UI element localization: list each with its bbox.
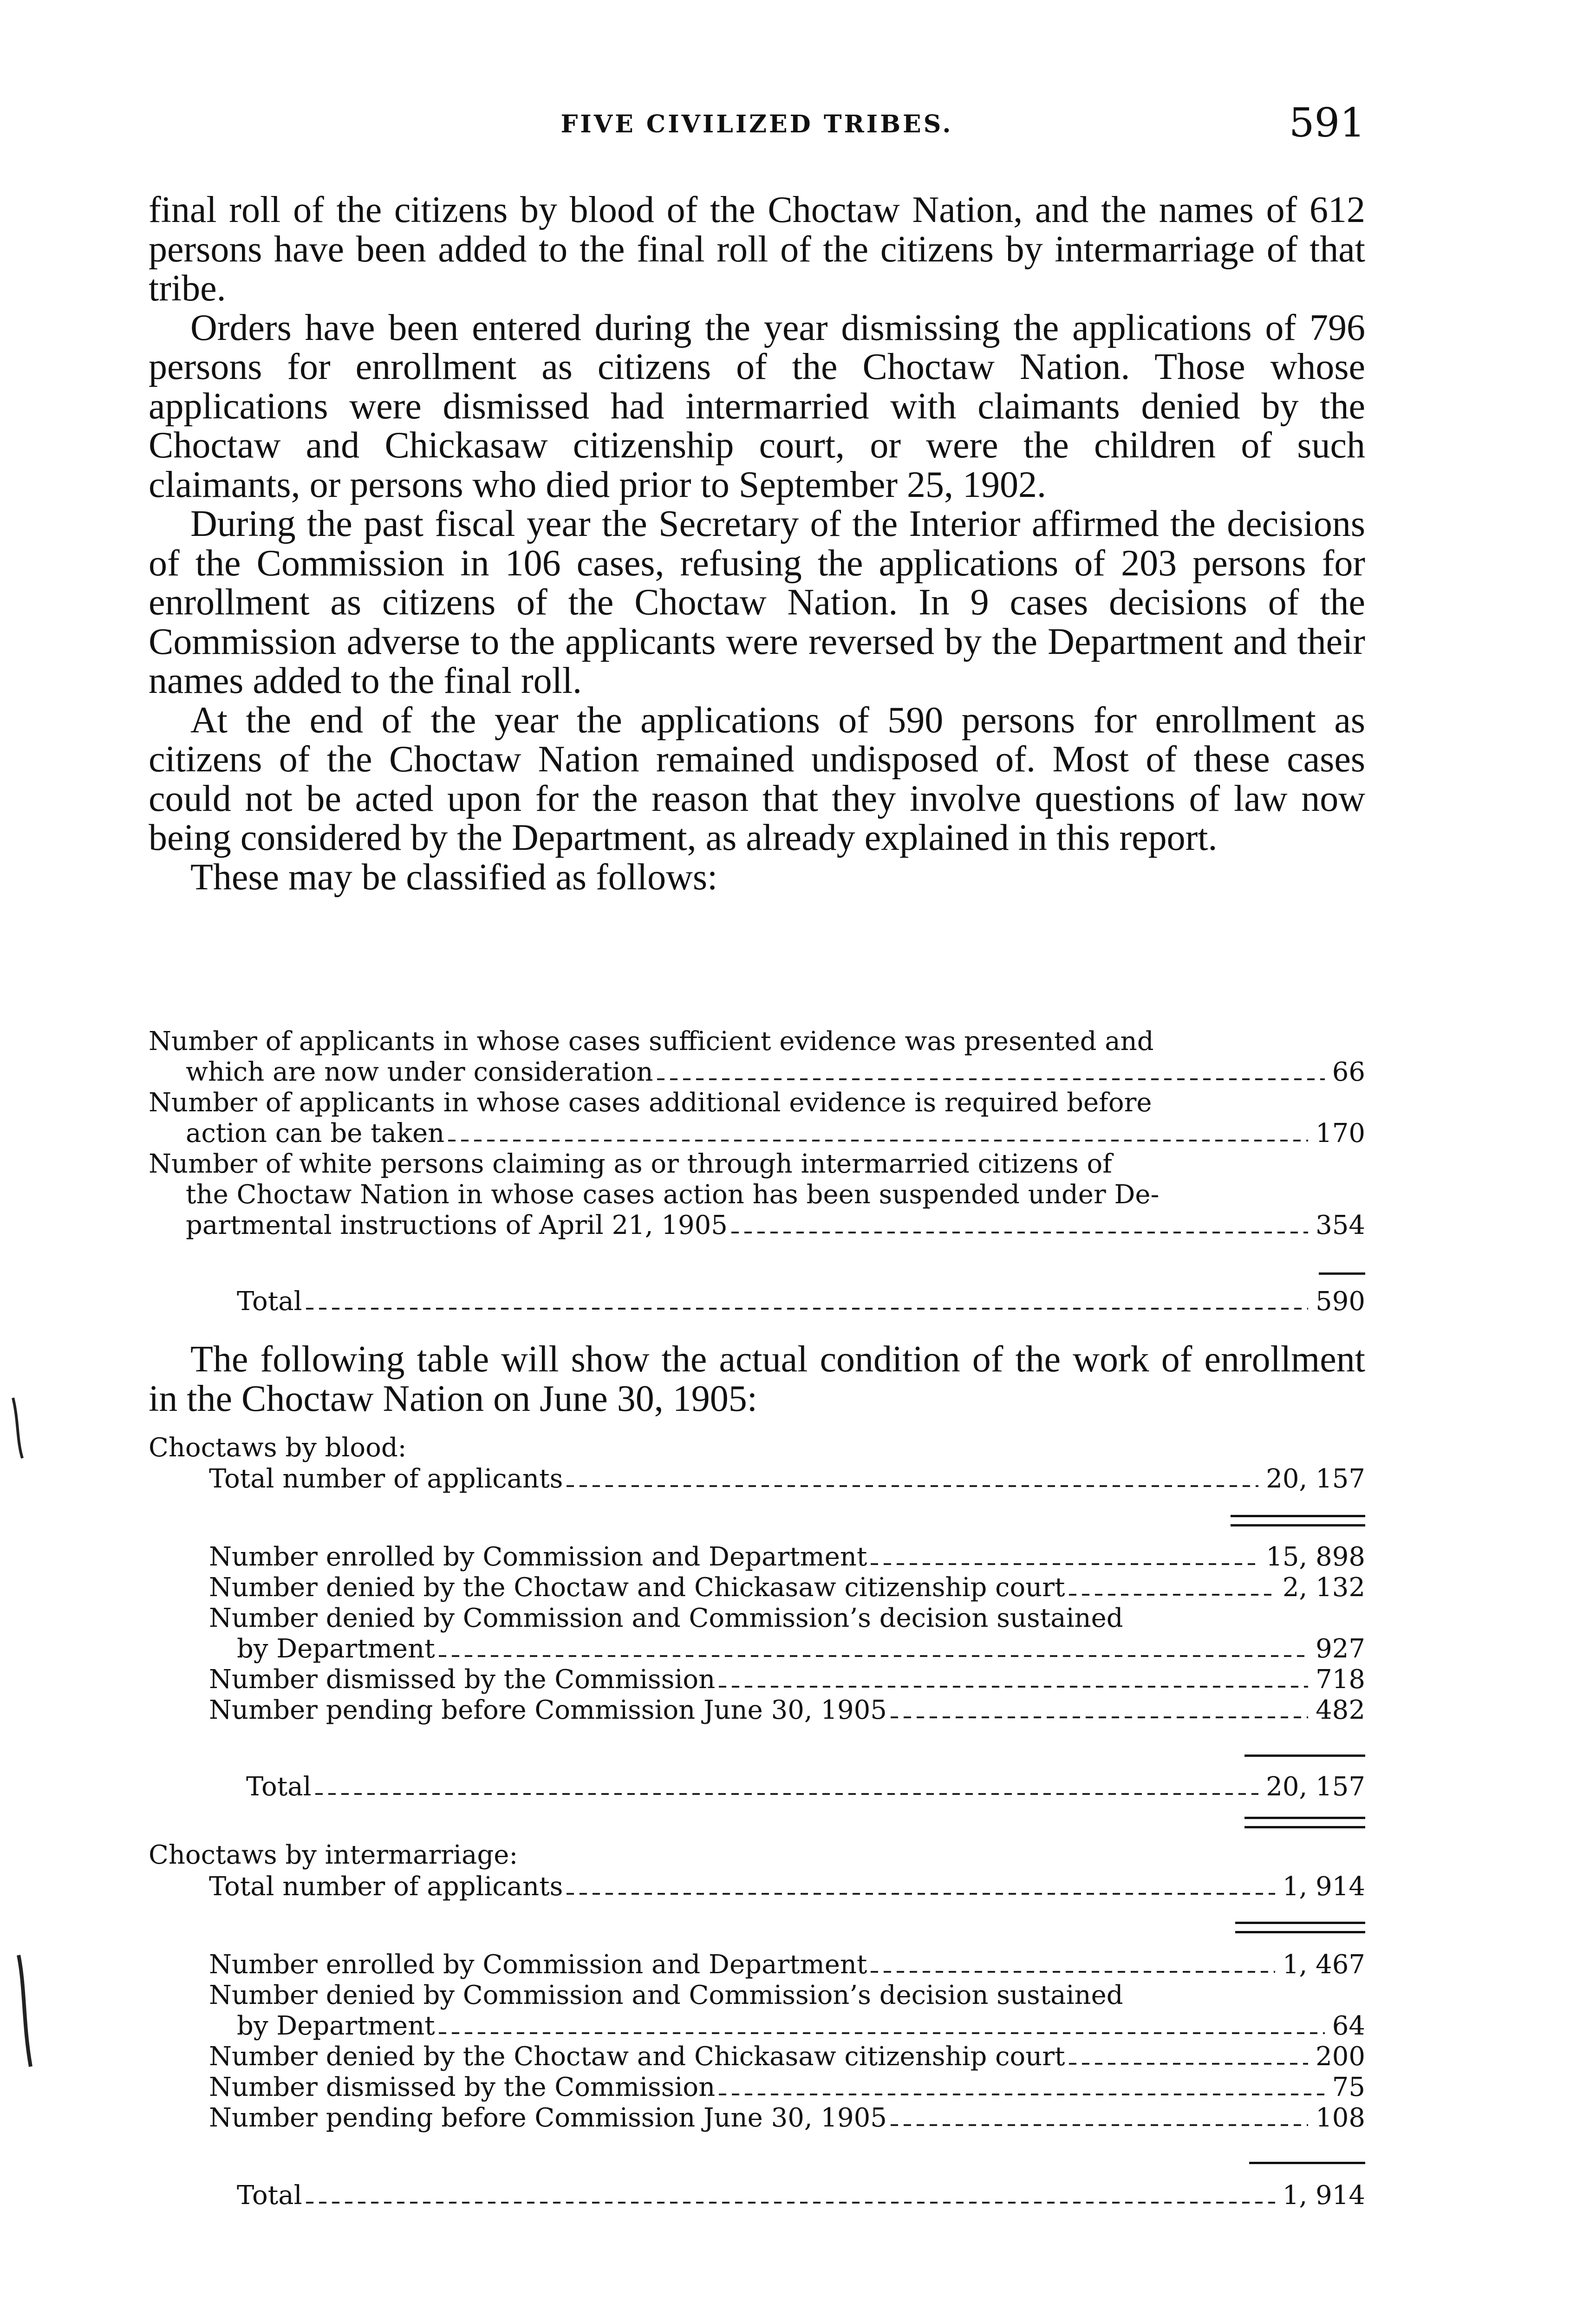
leader-dots — [891, 1716, 1308, 1718]
intermarriage-heading: Choctaws by intermarriage: — [149, 1840, 518, 1870]
sum-rule — [1244, 1755, 1365, 1757]
list-item-3 — [186, 1210, 1365, 1241]
row-label: Number denied by the Choctaw and Chickasaw citizenship court — [209, 2042, 1065, 2072]
row-value: 1, 914 — [1282, 1872, 1365, 1902]
scan-mark-left-upper — [5, 1393, 33, 1463]
leader-dots — [719, 2094, 1325, 2095]
leader-dots — [567, 1485, 1258, 1487]
page-number: 591 — [1289, 100, 1365, 146]
leader-dots — [315, 1793, 1259, 1795]
leader-dots — [448, 1140, 1308, 1141]
row-label: by Department — [237, 1634, 435, 1664]
blood-denied-court-row — [209, 1572, 1365, 1603]
leader-dots — [731, 1232, 1308, 1233]
list-item-3-line-2: the Choctaw Nation in whose cases action has been suspended under De- — [186, 1180, 1160, 1210]
leader-dots — [719, 1686, 1308, 1688]
intermarriage-total-row — [237, 2180, 1365, 2211]
paragraph-1: final roll of the citizens by blood of the Choctaw Nation, and the names of 612 persons have been added to the final roll of the citizens by intermarriage of that tribe. — [149, 189, 1365, 309]
blood-total-row — [246, 1772, 1365, 1802]
double-rule-top — [1244, 1817, 1365, 1819]
row-value: 15, 898 — [1266, 1542, 1365, 1572]
leader-dots — [306, 1308, 1309, 1310]
blood-pending-row — [209, 1695, 1365, 1726]
total-label: Total — [237, 2180, 302, 2211]
blood-heading: Choctaws by blood: — [149, 1433, 407, 1463]
list-item-1 — [186, 1057, 1365, 1088]
row-label: Total number of applicants — [209, 1464, 563, 1494]
list-item-1-value: 66 — [1332, 1057, 1365, 1087]
leader-dots — [439, 2032, 1325, 2034]
leader-dots — [871, 1563, 1258, 1565]
list-item-2 — [186, 1118, 1365, 1149]
list-item-3-value: 354 — [1316, 1210, 1365, 1240]
double-rule-bottom — [1235, 1931, 1365, 1933]
leader-dots — [871, 1971, 1275, 1973]
blood-applicants-row — [209, 1464, 1365, 1494]
list-item-1-line-1: Number of applicants in whose cases sufficient evidence was presented and — [149, 1026, 1154, 1057]
row-label: by Department — [237, 2011, 435, 2041]
total-value: 20, 157 — [1266, 1772, 1365, 1802]
list-item-3-line-1: Number of white persons claiming as or through intermarried citizens of — [149, 1149, 1112, 1179]
list-item-2-line-1: Number of applicants in whose cases additional evidence is required before — [149, 1088, 1152, 1118]
row-label: Number pending before Commission June 30, 1905 — [209, 1695, 887, 1725]
leader-dots — [657, 1078, 1325, 1080]
double-rule-top — [1231, 1515, 1365, 1517]
total-value: 590 — [1316, 1286, 1365, 1317]
table-intro — [149, 1340, 1365, 1418]
intermarriage-pending-row — [209, 2103, 1365, 2133]
intermarriage-enrolled-row — [209, 1950, 1365, 1980]
running-title: FIVE CIVILIZED TRIBES. — [560, 110, 953, 138]
row-label: Number enrolled by Commission and Department — [209, 1950, 867, 1980]
intermarriage-dismissed-row — [209, 2072, 1365, 2103]
blood-denied-comm-line-1: Number denied by Commission and Commission’s decision sustained — [209, 1603, 1123, 1633]
paragraph-4: At the end of the year the applications of 590 persons for enrollment as citizens of the Choctaw Nation remained undisposed of. Most of these cases could not be acted upon for the reason that they involve questions of law now being considered by the Department, as already explained in this report. — [149, 699, 1365, 858]
table-intro-paragraph: The following table will show the actual condition of the work of enrollment in the Choctaw Nation on June 30, 1905: — [149, 1339, 1365, 1419]
leader-dots — [891, 2124, 1308, 2126]
body-text — [149, 190, 1365, 897]
row-value: 75 — [1332, 2072, 1365, 2102]
leader-dots — [567, 1893, 1275, 1895]
total-label: Total — [237, 1286, 302, 1317]
row-value: 64 — [1332, 2011, 1365, 2041]
scan-mark-left-lower — [9, 1950, 42, 2071]
row-value: 1, 467 — [1282, 1950, 1365, 1980]
double-rule-bottom — [1244, 1826, 1365, 1828]
leader-dots — [306, 2202, 1275, 2204]
leader-dots — [1069, 2063, 1309, 2065]
double-rule-bottom — [1231, 1524, 1365, 1526]
sum-rule — [1249, 2162, 1365, 2164]
row-value: 927 — [1316, 1634, 1365, 1664]
classification-total — [237, 1286, 1365, 1317]
sum-rule — [1319, 1272, 1365, 1275]
paragraph-2: Orders have been entered during the year dismissing the applications of 796 persons for enrollment as citizens of the Choctaw Nation. Those whose applications were dismissed had intermarried with claimants denied by the Choctaw and Chickasaw citizenship court, or were the children of such claimants, or persons who died prior to September 25, 1902. — [149, 307, 1365, 505]
leader-dots — [439, 1655, 1308, 1657]
list-item-2-label: action can be taken — [186, 1118, 445, 1148]
leader-dots — [1069, 1594, 1275, 1596]
running-head — [149, 100, 1365, 151]
row-value: 20, 157 — [1266, 1464, 1365, 1494]
list-item-1-label: which are now under consideration — [186, 1057, 653, 1087]
blood-dismissed-row — [209, 1664, 1365, 1695]
blood-enrolled-row — [209, 1542, 1365, 1572]
list-item-2-value: 170 — [1316, 1118, 1365, 1148]
row-value: 108 — [1316, 2103, 1365, 2133]
paragraph-3: During the past fiscal year the Secretary of the Interior affirmed the decisions of the Commission in 106 cases, refusing the applications of 203 persons for enrollment as citizens of the Choctaw Nation. In 9 cases decisions of the Commission adverse to the applicants were reversed by the Department and their names added to the final roll. — [149, 503, 1365, 701]
total-label: Total — [246, 1772, 312, 1802]
double-rule-top — [1235, 1922, 1365, 1924]
row-value: 2, 132 — [1282, 1572, 1365, 1603]
row-label: Number enrolled by Commission and Department — [209, 1542, 867, 1572]
row-value: 718 — [1316, 1664, 1365, 1695]
row-label: Number dismissed by the Commission — [209, 1664, 716, 1695]
intermarriage-denied-court-row — [209, 2042, 1365, 2072]
blood-denied-comm-row — [237, 1634, 1365, 1664]
list-item-3-label: partmental instructions of April 21, 1905 — [186, 1210, 728, 1240]
row-value: 482 — [1316, 1695, 1365, 1725]
row-value: 200 — [1316, 2042, 1365, 2072]
row-label: Number denied by the Choctaw and Chickasaw citizenship court — [209, 1572, 1065, 1603]
intermarriage-denied-comm-line-1: Number denied by Commission and Commission’s decision sustained — [209, 1980, 1123, 2010]
row-label: Number pending before Commission June 30, 1905 — [209, 2103, 887, 2133]
row-label: Total number of applicants — [209, 1872, 563, 1902]
intermarriage-applicants-row — [209, 1872, 1365, 1902]
row-label: Number dismissed by the Commission — [209, 2072, 716, 2102]
paragraph-5: These may be classified as follows: — [190, 856, 718, 898]
intermarriage-denied-comm-row — [237, 2011, 1365, 2042]
total-value: 1, 914 — [1282, 2180, 1365, 2211]
